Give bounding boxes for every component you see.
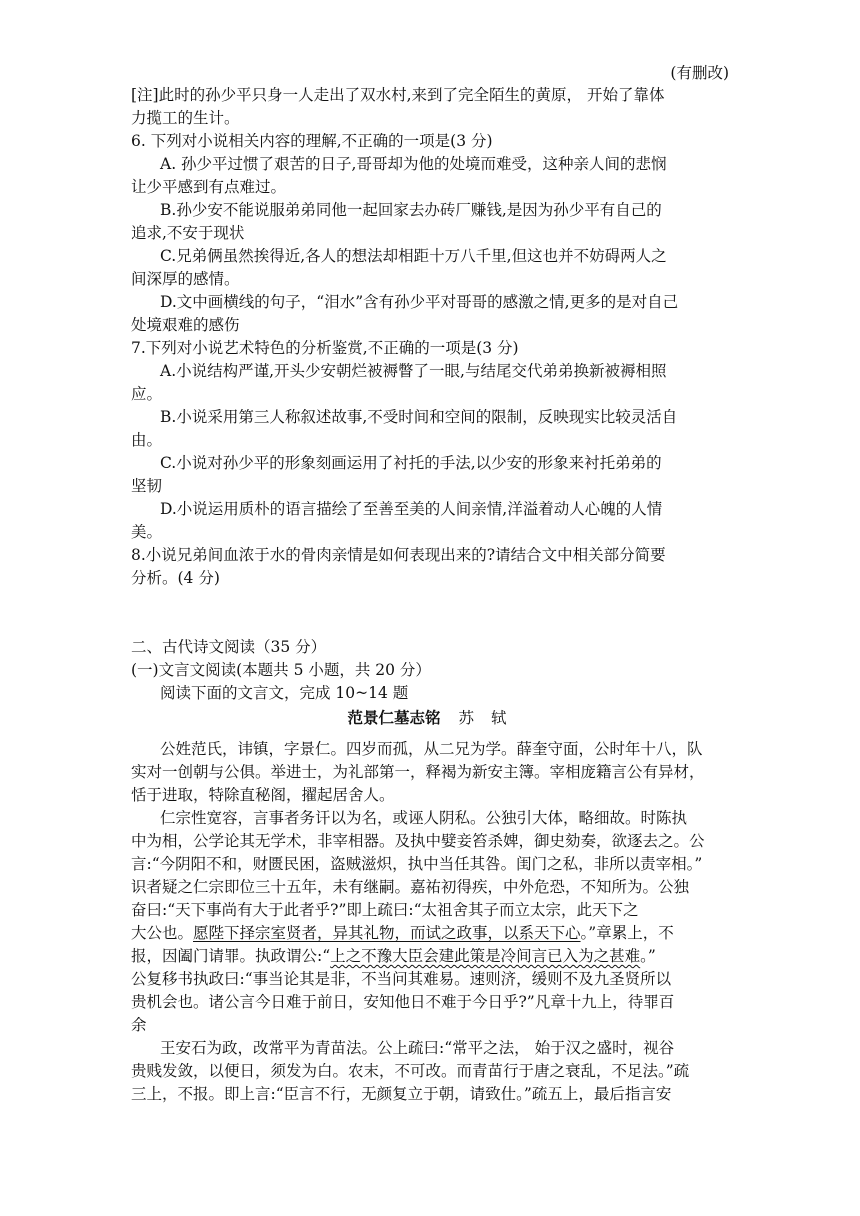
p3-line-3: 三上，不报。即上言:“臣言不行，无颜复立于朝，请致仕。”疏五上，最后指言安 (131, 1085, 672, 1103)
p2-line-7-end: 。” (640, 947, 656, 965)
passage-heading (0, 707, 860, 729)
p2-line-2: 中为相，公学论其无学术，非宰相器。及执中嬖妾笞杀婢，御史劾奏，欲逐去之。公 (131, 832, 705, 850)
q6-option-c-line-2: 间深厚的感情。 (131, 270, 240, 288)
instruction: 阅读下面的文言文，完成 10~14 题 (160, 684, 409, 702)
subsection-heading: (一)文言文阅读(本题共 5 小题，共 20 分） (131, 661, 431, 679)
p2-line-7 (131, 945, 731, 967)
q6-option-b-line-2: 追求,不安于现状 (131, 224, 245, 242)
p2-line-4: 识者疑之仁宗即位三十五年，未有继嗣。嘉祐初得疾，中外危恐，不知所为。公独 (131, 878, 690, 896)
passage-author: 苏 轼 (458, 709, 513, 727)
q7-stem: 7.下列对小说艺术特色的分析鉴赏,不正确的一项是(3 分) (131, 339, 519, 357)
q6-stem: 6. 下列对小说相关内容的理解,不正确的一项是(3 分) (131, 132, 493, 150)
q7-option-a-line-2: 应。 (131, 385, 163, 403)
p1-line-2: 实对一创朝与公俱。举进士，为礼部第一，释褐为新安主簿。宰相庞籍言公有异材， (131, 763, 705, 781)
note-line-1: [注]此时的孙少平只身一人走出了双水村,来到了完全陌生的黄原， 开始了靠体 (131, 86, 665, 104)
q7-option-b-line-1: B.小说采用第三人称叙述故事,不受时间和空间的限制，反映现实比较灵活自 (160, 408, 678, 426)
p2-line-6-end: 。”章累上，不 (580, 924, 674, 942)
p2-line-5: 奋曰:“天下事尚有大于此者乎?”即上疏曰:“太祖舍其子而立太宗，此天下之 (131, 901, 639, 919)
p1-line-3: 恬于进取，特除直秘阁，擢起居舍人。 (131, 786, 395, 804)
q6-option-d-line-1: D.文中画横线的句子，“泪水”含有孙少平对哥哥的感激之情,更多的是对自己 (160, 293, 679, 311)
section-heading: 二、古代诗文阅读（35 分） (131, 638, 327, 656)
note-line-2: 力揽工的生计。 (131, 109, 240, 127)
p2-line-10: 余 (131, 1016, 147, 1034)
wavy-underlined-sentence: 上之不豫大臣会建此策是冷间言已入为之甚难 (330, 947, 641, 965)
p1-line-1: 公姓范氏，讳镇，字景仁。四岁而孤，从二兄为学。薛奎守面，公时年十八，队 (160, 740, 703, 758)
q7-option-a-line-1: A.小说结构严谨,开头少安朝烂被褥瞥了一眼,与结尾交代弟弟换新被褥相照 (160, 362, 667, 380)
underlined-sentence: 愿陛下择宗室贤者，异其礼物，而试之政事，以系天下心 (193, 924, 581, 942)
p2-line-1: 仁宗性宽容，言事者务讦以为名，或诬人阴私。公独引大体，略细故。时陈执 (160, 809, 688, 827)
q7-option-c-line-2: 坚韧 (131, 477, 163, 495)
q7-option-d-line-1: D.小说运用质朴的语言描绘了至善至美的人间亲情,洋溢着动人心魄的人情 (160, 500, 663, 518)
q8-line-1: 8.小说兄弟间血浓于水的骨肉亲情是如何表现出来的?请结合文中相关部分简要 (131, 546, 666, 564)
p2-line-7-start: 报，因阖门请罪。执政谓公:“ (131, 947, 331, 965)
q7-option-c-line-1: C.小说对孙少平的形象刻画运用了衬托的手法,以少安的形象来衬托弟弟的 (160, 454, 662, 472)
q6-option-b-line-1: B.孙少安不能说服弟弟同他一起回家去办砖厂赚钱,是因为孙少平有自己的 (160, 201, 662, 219)
q6-option-c-line-1: C.兄弟俩虽然挨得近,各人的想法却相距十万八千里,但这也并不妨碍两人之 (160, 247, 667, 265)
p3-line-2: 贵贱发敛，以便日，须发为白。农末，不可改。而青苗行于唐之衰乱，不足法。”疏 (131, 1062, 690, 1080)
q6-option-d-line-2: 处境艰难的感伤 (131, 316, 240, 334)
p2-line-3: 言:“今阴阳不和，财匮民困，盗贼滋炽，执中当任其咎。闺门之私，非所以责宰相。” (131, 855, 703, 873)
source-note: (有删改) (670, 64, 729, 82)
q7-option-b-line-2: 由。 (131, 431, 163, 449)
p2-line-6-start: 大公也。 (131, 924, 194, 942)
p3-line-1: 王安石为政，改常平为青苗法。公上疏曰:“常平之法， 始于汉之盛时，视谷 (160, 1039, 675, 1057)
p2-line-6 (131, 922, 731, 944)
q6-option-a-line-1: A. 孙少平过惯了艰苦的日子,哥哥却为他的处境而难受，这种亲人间的悲悯 (160, 155, 667, 173)
p2-line-9: 贵机会也。诸公言今日难于前日，安知他日不难于今日乎?”凡章十九上，待罪百 (131, 993, 675, 1011)
passage-title: 范景仁墓志铭 (347, 709, 441, 727)
p2-line-8: 公复移书执政曰:“事当论其是非，不当问其难易。速则济，缓则不及九圣贤所以 (131, 970, 672, 988)
q7-option-d-line-2: 美。 (131, 523, 163, 541)
q6-option-a-line-2: 让少平感到有点难过。 (131, 178, 287, 196)
q8-line-2: 分析。(4 分) (131, 569, 220, 587)
